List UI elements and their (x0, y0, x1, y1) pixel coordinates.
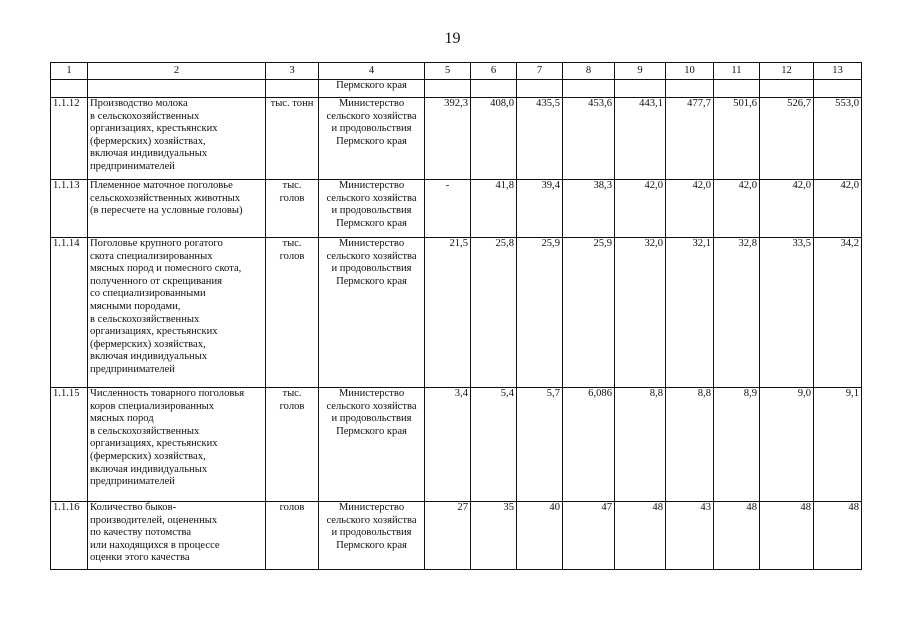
indicator-name: Племенное маточное поголовье сельскохозяйственных животных (в пересчете на условные головы) (88, 180, 266, 238)
indicator-name: Количество быков- производителей, оцененных по качеству потомства или находящихся в процессе оценки этого качества (88, 502, 266, 570)
indicator-code: 1.1.12 (51, 98, 88, 180)
indicator-value (517, 80, 563, 98)
unit-of-measure: тыс. тонн (266, 98, 319, 180)
table-row (51, 238, 862, 388)
indicator-value: 48 (714, 502, 760, 570)
column-number-header: 2 (88, 63, 266, 80)
indicator-value: 48 (814, 502, 862, 570)
indicator-value: 5,7 (517, 388, 563, 502)
indicator-value: 42,0 (714, 180, 760, 238)
indicator-value: 42,0 (666, 180, 714, 238)
indicator-value: 42,0 (760, 180, 814, 238)
indicator-value (425, 80, 471, 98)
indicator-code: 1.1.15 (51, 388, 88, 502)
responsible-body: Министерство сельского хозяйства и продовольствия Пермского края (319, 388, 425, 502)
indicator-value: 25,8 (471, 238, 517, 388)
page-number: 19 (444, 30, 461, 47)
responsible-body: Министерство сельского хозяйства и продовольствия Пермского края (319, 98, 425, 180)
column-number-header: 10 (666, 63, 714, 80)
unit-of-measure: голов (266, 502, 319, 570)
indicator-value: 9,0 (760, 388, 814, 502)
column-number-header: 1 (51, 63, 88, 80)
indicator-value: 32,0 (615, 238, 666, 388)
indicator-value (666, 80, 714, 98)
table-row (51, 502, 862, 570)
indicator-value: 27 (425, 502, 471, 570)
indicator-value: 48 (760, 502, 814, 570)
indicator-value: 34,2 (814, 238, 862, 388)
indicator-code: 1.1.14 (51, 238, 88, 388)
indicator-value: 38,3 (563, 180, 615, 238)
indicator-value: 5,4 (471, 388, 517, 502)
column-number-header: 11 (714, 63, 760, 80)
indicator-name: Поголовье крупного рогатого скота специализированных мясных пород и помесного скота, полученного от скрещивания со специализированными мясными породами, в сельскохозяйственных организациях, крестьянских (фермерских) хозяйствах, включая индивидуальных предпринимателей (88, 238, 266, 388)
indicator-value: 392,3 (425, 98, 471, 180)
indicator-name: Производство молока в сельскохозяйственных организациях, крестьянских (фермерских) хозяйствах, включая индивидуальных предпринимателей (88, 98, 266, 180)
responsible-body: Министерство сельского хозяйства и продовольствия Пермского края (319, 180, 425, 238)
responsible-body: Министерство сельского хозяйства и продовольствия Пермского края (319, 238, 425, 388)
indicator-value: 477,7 (666, 98, 714, 180)
indicator-value (760, 80, 814, 98)
indicator-value (714, 80, 760, 98)
indicator-value: 553,0 (814, 98, 862, 180)
indicator-value: 25,9 (563, 238, 615, 388)
unit-of-measure: тыс. голов (266, 180, 319, 238)
indicator-value: 21,5 (425, 238, 471, 388)
indicator-value: 453,6 (563, 98, 615, 180)
column-number-header: 6 (471, 63, 517, 80)
unit-of-measure: тыс. голов (266, 238, 319, 388)
indicator-value: 40 (517, 502, 563, 570)
indicator-value: 435,5 (517, 98, 563, 180)
indicator-value: 48 (615, 502, 666, 570)
indicators-table (50, 62, 862, 570)
header-row (51, 63, 862, 80)
indicator-name (88, 80, 266, 98)
indicator-name: Численность товарного поголовья коров специализированных мясных пород в сельскохозяйственных организациях, крестьянских (фермерских) хозяйствах, включая индивидуальных предпринимателей (88, 388, 266, 502)
responsible-body: Пермского края (319, 80, 425, 98)
indicator-value: 443,1 (615, 98, 666, 180)
indicator-value: 43 (666, 502, 714, 570)
table-row (51, 388, 862, 502)
indicator-value: 8,8 (666, 388, 714, 502)
indicator-value: 32,8 (714, 238, 760, 388)
indicator-value: 42,0 (814, 180, 862, 238)
indicator-value: 8,9 (714, 388, 760, 502)
indicator-value: 9,1 (814, 388, 862, 502)
column-number-header: 7 (517, 63, 563, 80)
indicator-value: 25,9 (517, 238, 563, 388)
column-number-header: 5 (425, 63, 471, 80)
indicator-value: 41,8 (471, 180, 517, 238)
indicator-value: 35 (471, 502, 517, 570)
continuation-row (51, 80, 862, 98)
indicator-code: 1.1.16 (51, 502, 88, 570)
indicator-value: 8,8 (615, 388, 666, 502)
column-number-header: 8 (563, 63, 615, 80)
indicator-value: 47 (563, 502, 615, 570)
indicator-value: 33,5 (760, 238, 814, 388)
unit-of-measure: тыс. голов (266, 388, 319, 502)
column-number-header: 4 (319, 63, 425, 80)
column-number-header: 13 (814, 63, 862, 80)
indicator-value: 39,4 (517, 180, 563, 238)
indicator-value: 42,0 (615, 180, 666, 238)
indicator-value: - (425, 180, 471, 238)
indicator-code: 1.1.13 (51, 180, 88, 238)
indicator-value (471, 80, 517, 98)
indicator-value: 6,086 (563, 388, 615, 502)
column-number-header: 3 (266, 63, 319, 80)
indicator-value: 32,1 (666, 238, 714, 388)
indicator-value: 501,6 (714, 98, 760, 180)
indicator-value: 408,0 (471, 98, 517, 180)
table-row (51, 98, 862, 180)
unit-of-measure (266, 80, 319, 98)
indicator-code (51, 80, 88, 98)
indicator-value: 526,7 (760, 98, 814, 180)
column-number-header: 12 (760, 63, 814, 80)
column-number-header: 9 (615, 63, 666, 80)
responsible-body: Министерство сельского хозяйства и продовольствия Пермского края (319, 502, 425, 570)
indicator-value (563, 80, 615, 98)
table-row (51, 180, 862, 238)
indicator-value: 3,4 (425, 388, 471, 502)
indicator-value (814, 80, 862, 98)
indicator-value (615, 80, 666, 98)
